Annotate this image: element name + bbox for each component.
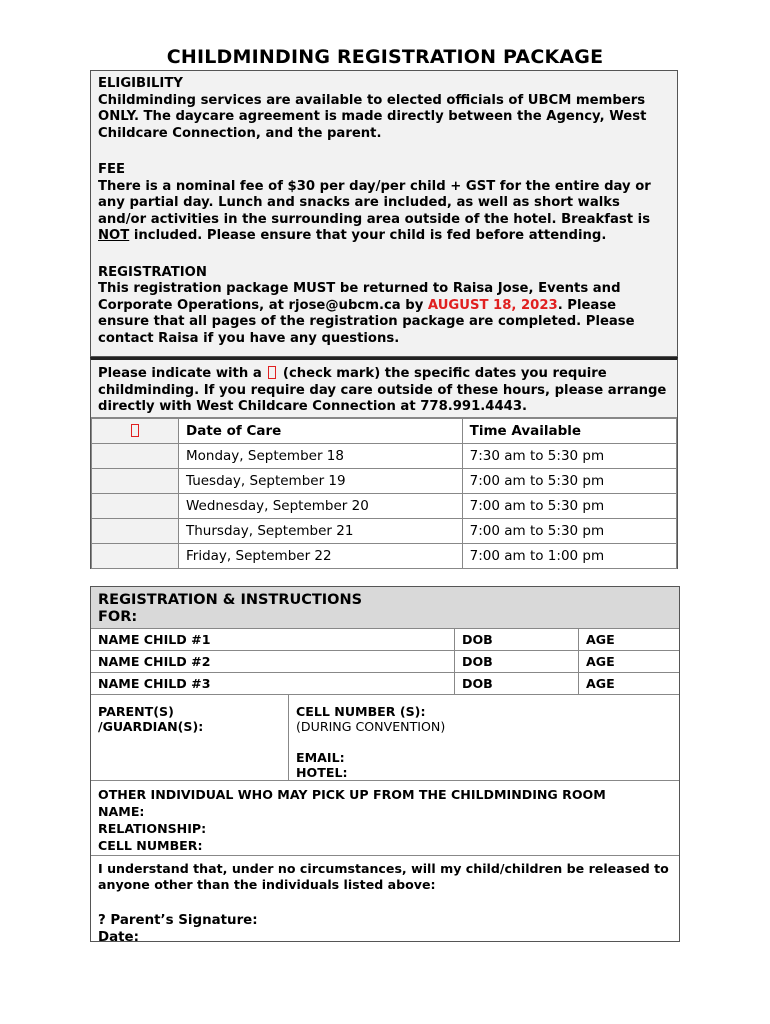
parent-guardian-field[interactable] (91, 695, 289, 780)
date-checkbox[interactable] (92, 469, 179, 494)
fee-text (98, 179, 670, 245)
page-title: CHILDMINDING REGISTRATION PACKAGE (166, 46, 604, 68)
child-age-field[interactable]: AGE (586, 654, 615, 669)
check-column-header (92, 419, 179, 444)
check-mark-icon (268, 366, 276, 379)
fee-text-start: There is a nominal fee of $30 per day/per child + GST for the entire day or any partial day. Lunch and snacks are included, as well as short walks and/or activities in the surrounding area outside of the hotel. Breakfast is (98, 178, 651, 227)
signature-label: ? Parent’s Signature: (98, 913, 258, 928)
email-label: EMAIL: (296, 750, 345, 765)
child-dob-field[interactable]: DOB (455, 629, 579, 650)
table-row (92, 494, 677, 519)
dates-instructions-end: (check mark) the specific dates you require childminding. If you require day care outside of these hours, please arrange directly with West Childcare Connection at 778.991.4443. (98, 366, 667, 414)
other-cell-label: CELL NUMBER: (98, 838, 203, 853)
table-row (92, 444, 677, 469)
date-checkbox[interactable] (92, 494, 179, 519)
table-header-row (92, 419, 677, 444)
agreement-section[interactable] (91, 856, 679, 951)
table-row (92, 544, 677, 569)
dates-instructions (91, 360, 677, 418)
dates-instructions-start: Please indicate with a (98, 366, 262, 381)
registration-text-end: . Please ensure that all pages of the registration package are completed. Please contact Raisa if you have any questions. (98, 297, 635, 346)
parent-row (91, 695, 679, 781)
date-checkbox[interactable] (92, 544, 179, 569)
hotel-label: HOTEL: (296, 765, 348, 780)
child-dob-field[interactable]: DOB (455, 651, 579, 672)
check-mark-icon (131, 424, 139, 437)
time-cell: 7:00 am to 1:00 pm (462, 544, 676, 569)
time-cell: 7:00 am to 5:30 pm (462, 519, 676, 544)
form-heading-line2: FOR: (98, 609, 138, 625)
table-row (92, 469, 677, 494)
parent-contact-field[interactable] (289, 695, 679, 780)
fee-section (98, 162, 670, 245)
other-name-label: NAME: (98, 804, 145, 819)
time-cell: 7:00 am to 5:30 pm (462, 469, 676, 494)
registration-deadline: AUGUST 18, 2023 (427, 297, 558, 313)
time-cell: 7:00 am to 5:30 pm (462, 494, 676, 519)
child-row (91, 673, 679, 695)
child-name-field[interactable]: NAME CHILD #1 (91, 629, 455, 650)
child-name-field[interactable]: NAME CHILD #2 (91, 651, 455, 672)
fee-heading: FEE (98, 162, 126, 177)
registration-text (98, 281, 670, 347)
child-age-field[interactable]: AGE (586, 676, 615, 691)
child-name-field[interactable]: NAME CHILD #3 (91, 673, 455, 694)
date-checkbox[interactable] (92, 444, 179, 469)
time-cell: 7:30 am to 5:30 pm (462, 444, 676, 469)
during-convention-note: (DURING CONVENTION) (296, 719, 446, 734)
date-cell: Tuesday, September 19 (179, 469, 463, 494)
dates-table (91, 418, 677, 569)
registration-text-start: This registration package MUST be returned to Raisa Jose, Events and Corporate Operations, at rjose@ubcm.ca by (98, 281, 621, 313)
signature-block (98, 913, 672, 946)
fee-not-emphasis: NOT (98, 228, 130, 243)
date-cell: Thursday, September 21 (179, 519, 463, 544)
registration-section (98, 265, 670, 348)
child-dob-field[interactable]: DOB (455, 673, 579, 694)
time-column-header: Time Available (462, 419, 676, 444)
agreement-text: I understand that, under no circumstances, will my child/children be released to anyone other than the individuals listed above: (98, 861, 669, 892)
date-checkbox[interactable] (92, 519, 179, 544)
child-row (91, 629, 679, 651)
eligibility-text: Childminding services are available to elected officials of UBCM members ONLY. The daycare agreement is made directly between the Agency, West Childcare Connection, and the parent. (98, 92, 647, 141)
cell-number-label: CELL NUMBER (S): (296, 704, 426, 719)
table-row (92, 519, 677, 544)
other-relationship-label: RELATIONSHIP: (98, 821, 207, 836)
fee-text-end: included. Please ensure that your child is fed before attending. (129, 228, 607, 243)
date-label: Date: (98, 929, 139, 945)
child-age-field[interactable]: AGE (586, 632, 615, 647)
info-box (90, 70, 678, 357)
dates-box (90, 357, 678, 569)
form-heading-line1: REGISTRATION & INSTRUCTIONS (98, 592, 363, 608)
eligibility-heading: ELIGIBILITY (98, 76, 183, 91)
parent-label-line1: PARENT(S) (98, 704, 174, 719)
other-pickup-section[interactable] (91, 781, 679, 856)
eligibility-section (98, 76, 670, 142)
parent-label-line2: /GUARDIAN(S): (98, 719, 204, 734)
child-row (91, 651, 679, 673)
date-cell: Monday, September 18 (179, 444, 463, 469)
form-heading (91, 587, 679, 629)
registration-form (90, 586, 680, 945)
other-pickup-heading: OTHER INDIVIDUAL WHO MAY PICK UP FROM THE CHILDMINDING ROOM (98, 787, 606, 802)
date-cell: Friday, September 22 (179, 544, 463, 569)
date-column-header: Date of Care (179, 419, 463, 444)
date-cell: Wednesday, September 20 (179, 494, 463, 519)
registration-heading: REGISTRATION (98, 264, 207, 280)
